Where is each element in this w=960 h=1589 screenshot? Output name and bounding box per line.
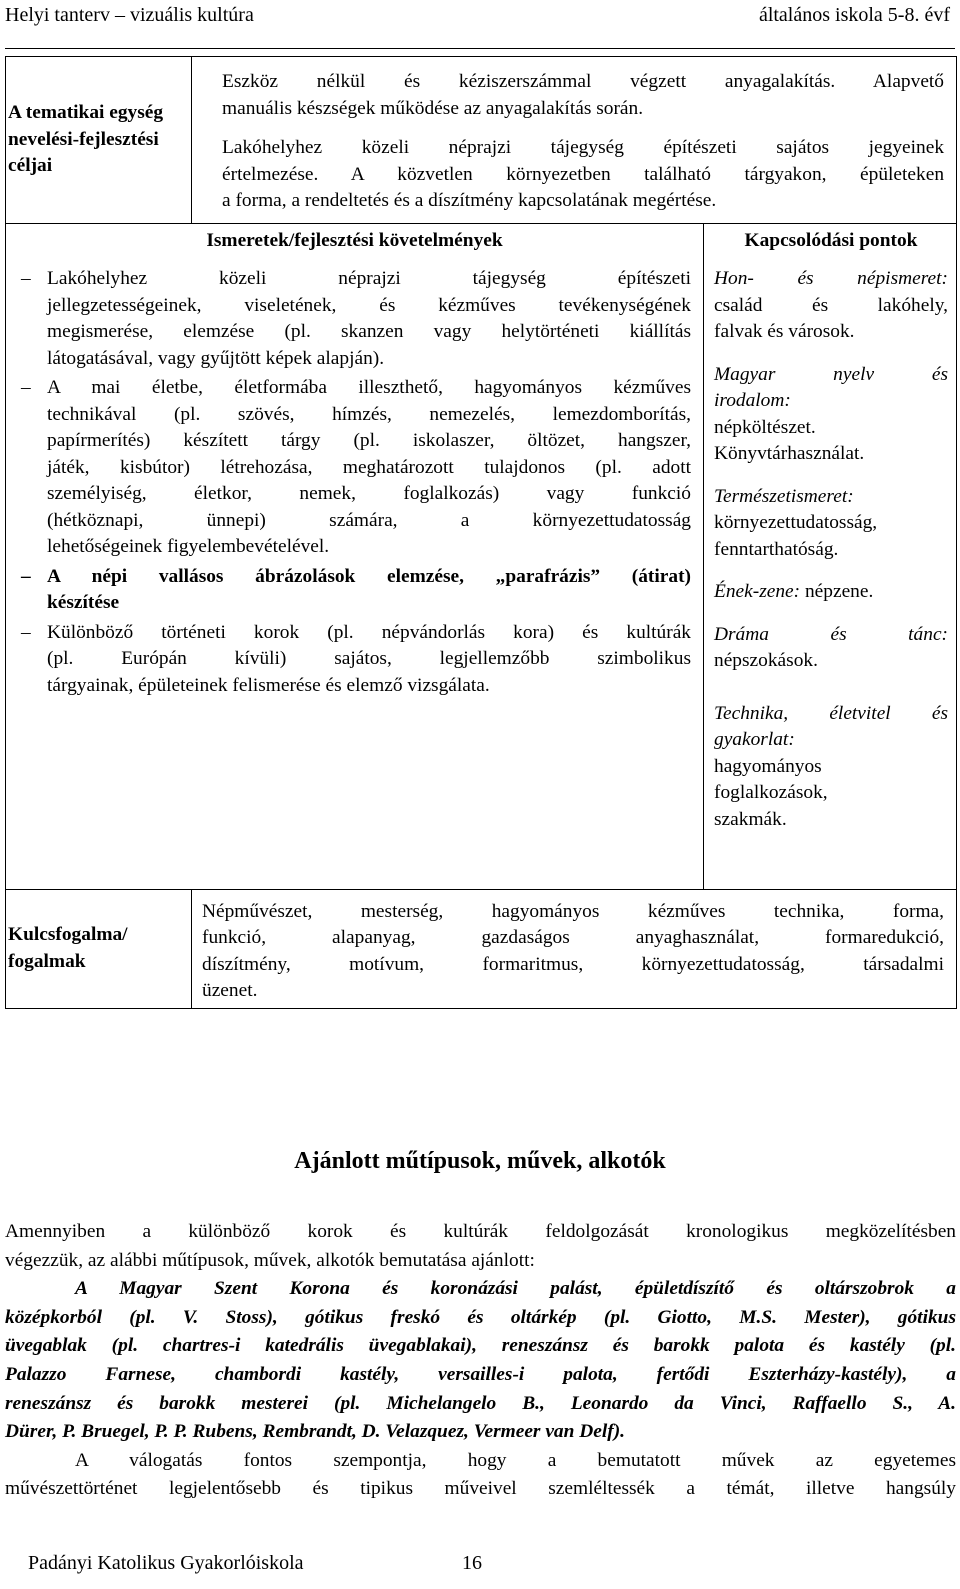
- connection-line: népköltészet.: [714, 416, 816, 438]
- list-line: megismerése, elemzése (pl. skanzen vagy helytörténeti kiállítás: [47, 321, 691, 342]
- list-line: készítése: [47, 592, 120, 613]
- goals-label-line: nevelési-fejlesztési: [8, 128, 159, 150]
- connection-item: [714, 266, 948, 346]
- list-line: jellegzetességeinek, viseletének, és kézműves tevékenységének: [47, 294, 691, 316]
- connection-line: falvak és városok.: [714, 321, 855, 342]
- connection-subject: Magyar nyelv és: [714, 363, 949, 385]
- list-line: tárgyainak, épületeinek felismerése és elemző vizsgálata.: [47, 674, 490, 696]
- list-line: (hétköznapi, ünnepi) számára, a környezettudatosság: [47, 509, 691, 531]
- content-row: [6, 223, 957, 889]
- connection-line: család és lakóhely,: [714, 294, 949, 316]
- connection-subject: Hon- és népismeret:: [714, 268, 949, 289]
- goals-line: Eszköz nélkül és kéziszerszámmal végzett anyagalakítás. Alapvető: [222, 71, 945, 92]
- key-label-line: fogalmak: [8, 950, 86, 972]
- closing-line: művészettörténet legjelentősebb és tipikus műveivel szemléltessék a témát, illetve hangsúly: [5, 1478, 956, 1500]
- goals-label-line: céljai: [8, 155, 53, 176]
- connection-item: [714, 622, 948, 675]
- footer-school: Padányi Katolikus Gyakorlóiskola: [28, 1552, 304, 1574]
- goals-line: manuális készségek működése az anyagalakítás során.: [222, 97, 644, 119]
- connection-item: [714, 579, 948, 606]
- goals-line: a forma, a rendeltetés és a díszítmény kapcsolatának megértése.: [222, 190, 717, 211]
- connection-line: fenntarthatóság.: [714, 538, 839, 560]
- works-line: középkorból (pl. V. Stoss), gótikus freskó és oltárkép (pl. Giotto, M.S. Mester), gótikus: [5, 1306, 956, 1328]
- requirements-heading: Ismeretek/fejlesztési követelmények: [206, 229, 503, 251]
- key-line: díszítmény, motívum, formaritmus, környezettudatosság, társadalmi: [202, 953, 945, 975]
- list-line: Különböző történeti korok (pl. népvándorlás kora) és kultúrák: [47, 621, 691, 643]
- list-item: [21, 564, 691, 617]
- works-line: üvegablak (pl. chartres-i katedrális üvegablakai), reneszánsz és barokk palota és kastély (pl.: [5, 1335, 956, 1357]
- connection-subject: Természetismeret:: [714, 485, 854, 507]
- list-line: A népi vallásos ábrázolások elemzése, „parafrázis” (átirat): [47, 565, 691, 587]
- goals-row: [6, 57, 957, 224]
- connection-line: népzene.: [800, 581, 874, 602]
- works-line: reneszánsz és barokk mesterei (pl. Michelangelo B., Leonardo da Vinci, Raffaello S., A.: [5, 1392, 956, 1414]
- connection-line: népszokások.: [714, 650, 818, 671]
- list-line: látogatásával, vagy gyűjtött képek alapján).: [47, 347, 385, 369]
- connection-subject: irodalom:: [714, 390, 791, 411]
- page-number: 16: [462, 1552, 482, 1574]
- dash-bullet: –: [21, 621, 31, 643]
- connection-item: [714, 484, 948, 564]
- list-item: [21, 375, 691, 561]
- goals-line: Lakóhelyhez közeli néprajzi tájegység építészeti sajátos jegyeinek: [222, 137, 945, 158]
- closing-line: A válogatás fontos szempontja, hogy a bemutatott művek az egyetemes: [75, 1449, 956, 1471]
- key-line: funkció, alapanyag, gazdaságos anyaghasználat, formaredukció,: [202, 927, 945, 948]
- list-line: A mai életbe, életformába illeszthető, hagyományos kézműves: [47, 377, 691, 398]
- goals-text: [192, 57, 957, 224]
- goals-line: értelmezése. A közvetlen környezetben található tárgyakon, épületeken: [222, 163, 945, 185]
- key-concepts-label: [6, 889, 192, 1008]
- header-title: Helyi tanterv – vizuális kultúra: [5, 4, 254, 26]
- connection-subject: Dráma és tánc:: [714, 623, 949, 645]
- key-line: Népművészet, mesterség, hagyományos kézműves technika, forma,: [202, 900, 945, 922]
- connection-item: [714, 362, 948, 468]
- works-line: Dürer, P. Bruegel, P. P. Rubens, Rembrandt, D. Velazquez, Vermeer van Delf).: [5, 1421, 626, 1443]
- connection-line: hagyományos: [714, 755, 822, 777]
- list-item: [21, 620, 691, 700]
- key-concepts-row: [6, 889, 957, 1008]
- list-line: lehetőségeinek figyelembevételével.: [47, 536, 330, 557]
- key-concepts-text: [192, 889, 957, 1008]
- list-line: (pl. Európán kívüli) sajátos, legjellemzőbb szimbolikus: [47, 648, 691, 669]
- connection-subject: Ének-zene:: [714, 581, 801, 602]
- list-line: Lakóhelyhez közeli néprajzi tájegység építészeti: [47, 268, 691, 289]
- list-line: játék, kisbútor) létrehozása, meghatározott tulajdonos (pl. adott: [47, 456, 691, 478]
- goals-label: [6, 57, 192, 224]
- dash-bullet: –: [21, 268, 31, 289]
- curriculum-table: [5, 56, 957, 1009]
- list-line: technikával (pl. szövés, hímzés, nemezelés, lemezdomborítás,: [47, 403, 691, 425]
- section-body: [5, 1218, 956, 1504]
- requirements-list: [6, 266, 703, 699]
- works-list: [5, 1275, 956, 1447]
- works-line: A Magyar Szent Korona és koronázási palást, épületdíszítő és oltárszobrok a: [75, 1278, 956, 1300]
- connection-item: [714, 701, 948, 834]
- section-title: Ajánlott műtípusok, művek, alkotók: [294, 1148, 666, 1174]
- header-grade: általános iskola 5-8. évf: [758, 4, 950, 26]
- works-line: Palazzo Farnese, chambordi kastély, versailles-i palota, fertődi Eszterházy-kastély), a: [5, 1363, 956, 1385]
- connection-subject: gyakorlat:: [714, 729, 795, 750]
- header-rule: [5, 48, 955, 49]
- connection-line: Könyvtárhasználat.: [714, 443, 865, 464]
- list-item: [21, 266, 691, 372]
- dash-bullet: –: [21, 565, 31, 587]
- connection-line: szakmák.: [714, 808, 787, 830]
- connection-subject: Technika, életvitel és: [714, 702, 949, 724]
- requirements-cell: [6, 223, 704, 889]
- intro-line: végezzük, az alábbi műtípusok, művek, alkotók bemutatása ajánlott:: [5, 1249, 535, 1271]
- connections-cell: [704, 223, 957, 889]
- key-line: üzenet.: [202, 980, 258, 1001]
- list-line: személyiség, életkor, nemek, foglalkozás) vagy funkció: [47, 483, 691, 504]
- intro-line: Amennyiben a különböző korok és kultúrák feldolgozását kronologikus megközelítésben: [5, 1221, 956, 1242]
- connection-line: foglalkozások,: [714, 782, 828, 803]
- goals-label-line: A tematikai egység: [8, 102, 164, 123]
- dash-bullet: –: [21, 377, 31, 398]
- list-line: papírmerítés) készített tárgy (pl. iskolaszer, öltözet, hangszer,: [47, 430, 691, 451]
- key-label-line: Kulcsfogalma/: [8, 924, 128, 945]
- connections-heading: Kapcsolódási pontok: [744, 229, 918, 251]
- connection-line: környezettudatosság,: [714, 512, 878, 533]
